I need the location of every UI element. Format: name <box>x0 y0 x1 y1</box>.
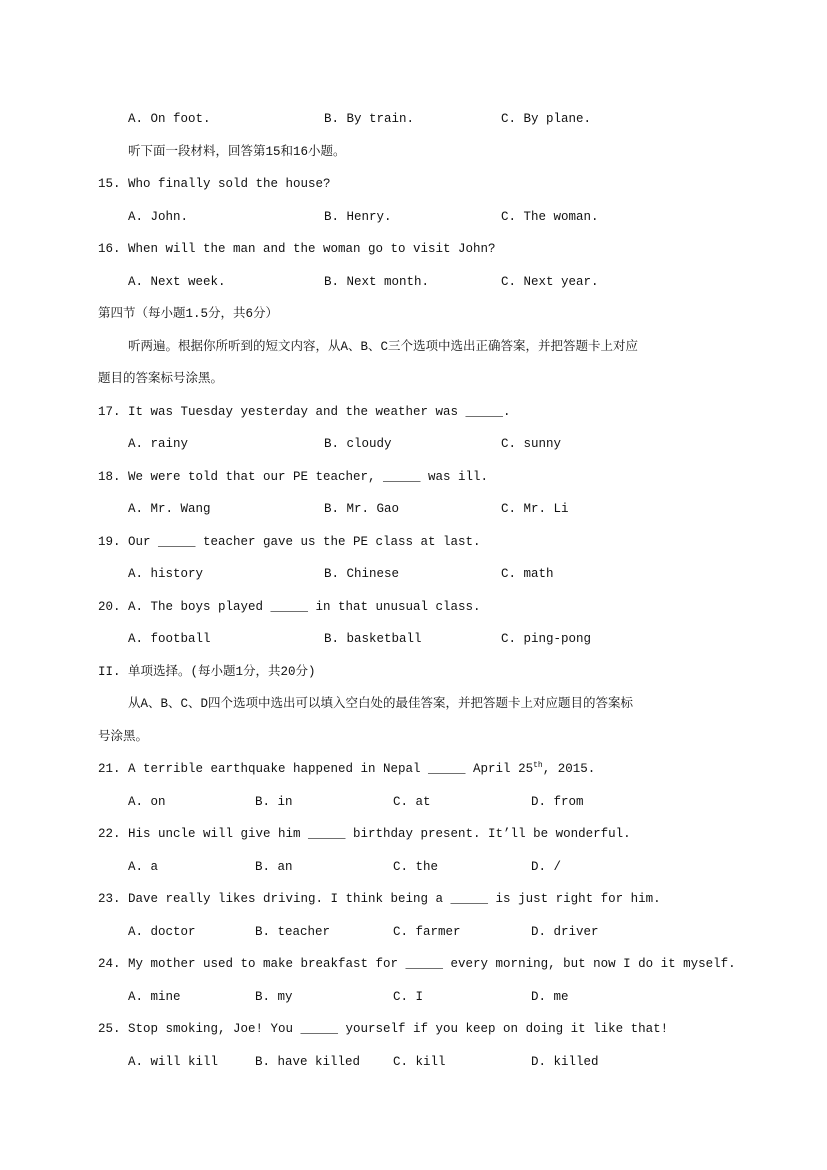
answer-option: D. driver <box>531 924 599 939</box>
question-line <box>0 526 827 559</box>
section-heading <box>0 721 827 754</box>
options-line <box>0 916 827 949</box>
question-stem: Who finally sold the house? <box>128 177 331 191</box>
options-line <box>0 103 827 136</box>
answer-option: B. cloudy <box>324 437 392 451</box>
instruction-line <box>0 136 827 169</box>
answer-option: D. / <box>531 859 562 874</box>
heading-text: 题目的答案标号涂黑。 <box>98 372 224 386</box>
question-text <box>128 461 488 494</box>
document-page <box>0 103 827 1078</box>
question-number: 15. <box>98 177 121 191</box>
instruction-text: 听下面一段材料，回答第15和16小题。 <box>128 144 346 159</box>
answer-option: C. at <box>393 794 431 809</box>
question-text <box>128 753 595 786</box>
answer-option: B. have killed <box>255 1054 361 1069</box>
options-line <box>0 558 827 591</box>
answer-option: C. farmer <box>393 924 461 939</box>
answer-option: C. sunny <box>501 437 562 451</box>
instruction-text: 从A、B、C、D四个选项中选出可以填入空白处的最佳答案，并把答题卡上对应题目的答案标 <box>128 697 634 711</box>
question-number: 23. <box>98 892 121 906</box>
options-line <box>0 266 827 299</box>
answer-option: C. The woman. <box>501 209 599 224</box>
question-text <box>128 396 511 429</box>
options-line <box>0 981 827 1014</box>
question-line <box>0 233 827 266</box>
options-line <box>0 493 827 526</box>
question-text <box>128 1013 668 1046</box>
answer-option: A. on <box>128 794 166 809</box>
question-line <box>0 591 827 624</box>
question-line <box>0 818 827 851</box>
heading-text: 号涂黑。 <box>98 729 149 744</box>
answer-option: C. math <box>501 567 554 581</box>
question-stem: Our _____ teacher gave us the PE class at last. <box>128 534 481 549</box>
question-number: 19. <box>98 534 121 549</box>
question-number: 16. <box>98 242 121 256</box>
options-line <box>0 786 827 819</box>
answer-option: C. Mr. Li <box>501 502 569 516</box>
question-line <box>0 461 827 494</box>
question-line <box>0 1013 827 1046</box>
question-stem: Dave really likes driving. I think being a _____ is just right for him. <box>128 892 661 906</box>
answer-option: B. my <box>255 989 293 1004</box>
answer-option: A. Next week. <box>128 274 226 289</box>
question-stem: A. The boys played _____ in that unusual class. <box>128 599 481 614</box>
question-stem: A terrible earthquake happened in Nepal _____ April 25 <box>128 762 534 776</box>
question-text <box>128 233 496 266</box>
answer-option: A. On foot. <box>128 112 211 126</box>
section-heading <box>0 656 827 689</box>
answer-option: A. rainy <box>128 437 189 451</box>
question-stem: His uncle will give him _____ birthday present. It’ll be wonderful. <box>128 827 631 841</box>
answer-option: A. will kill <box>128 1054 219 1069</box>
question-number: 24. <box>98 957 121 971</box>
question-number: 22. <box>98 827 121 841</box>
options-line <box>0 201 827 234</box>
answer-option: B. teacher <box>255 924 331 939</box>
question-text <box>128 526 481 559</box>
question-number: 20. <box>98 599 121 614</box>
answer-option: C. I <box>393 989 424 1004</box>
heading-text: 第四节（每小题1.5分，共6分） <box>98 307 279 321</box>
instruction-line <box>0 688 827 721</box>
question-stem: It was Tuesday yesterday and the weather was _____. <box>128 404 511 419</box>
answer-option: B. Next month. <box>324 274 430 289</box>
options-line <box>0 851 827 884</box>
question-line <box>0 396 827 429</box>
answer-option: B. basketball <box>324 632 422 646</box>
instruction-text: 听两遍。根据你所听到的短文内容，从A、B、C三个选项中选出正确答案，并把答题卡上对应 <box>128 339 639 354</box>
answer-option: B. Henry. <box>324 209 392 224</box>
question-number: 21. <box>98 762 121 776</box>
question-text <box>128 883 661 916</box>
answer-option: C. By plane. <box>501 112 592 126</box>
question-line <box>0 883 827 916</box>
question-number: 25. <box>98 1022 121 1036</box>
options-line <box>0 428 827 461</box>
question-number: 18. <box>98 469 121 484</box>
superscript: th <box>533 760 543 770</box>
answer-option: D. me <box>531 989 569 1004</box>
answer-option: A. mine <box>128 989 181 1004</box>
question-stem: Stop smoking, Joe! You _____ yourself if you keep on doing it like that! <box>128 1022 669 1036</box>
answer-option: A. John. <box>128 209 189 224</box>
question-line <box>0 753 827 786</box>
answer-option: B. Mr. Gao <box>324 502 400 516</box>
question-text <box>128 168 331 201</box>
answer-option: C. the <box>393 859 439 874</box>
answer-option: C. ping-pong <box>501 632 592 646</box>
question-text <box>128 591 481 624</box>
answer-option: C. kill <box>393 1054 446 1069</box>
answer-option: D. from <box>531 794 584 809</box>
question-line <box>0 948 827 981</box>
instruction-line <box>0 331 827 364</box>
answer-option: A. a <box>128 859 159 874</box>
section-heading <box>0 363 827 396</box>
answer-option: A. doctor <box>128 924 196 939</box>
question-text <box>128 818 631 851</box>
question-stem: My mother used to make breakfast for _____ every morning, but now I do it myself. <box>128 957 736 971</box>
answer-option: B. Chinese <box>324 567 400 581</box>
section-heading <box>0 298 827 331</box>
answer-option: D. killed <box>531 1054 599 1069</box>
heading-text: II. 单项选择。(每小题1分，共20分) <box>98 664 316 679</box>
answer-option: C. Next year. <box>501 274 599 289</box>
question-line <box>0 168 827 201</box>
question-stem: When will the man and the woman go to visit John? <box>128 242 496 256</box>
question-stem: We were told that our PE teacher, _____ was ill. <box>128 469 489 484</box>
options-line <box>0 623 827 656</box>
answer-option: B. in <box>255 794 293 809</box>
options-line <box>0 1046 827 1079</box>
question-text <box>128 948 736 981</box>
question-number: 17. <box>98 404 121 419</box>
answer-option: B. an <box>255 859 293 874</box>
question-stem-end: , 2015. <box>542 762 596 776</box>
answer-option: A. history <box>128 567 204 581</box>
answer-option: B. By train. <box>324 112 415 126</box>
answer-option: A. football <box>128 632 211 646</box>
answer-option: A. Mr. Wang <box>128 502 211 516</box>
